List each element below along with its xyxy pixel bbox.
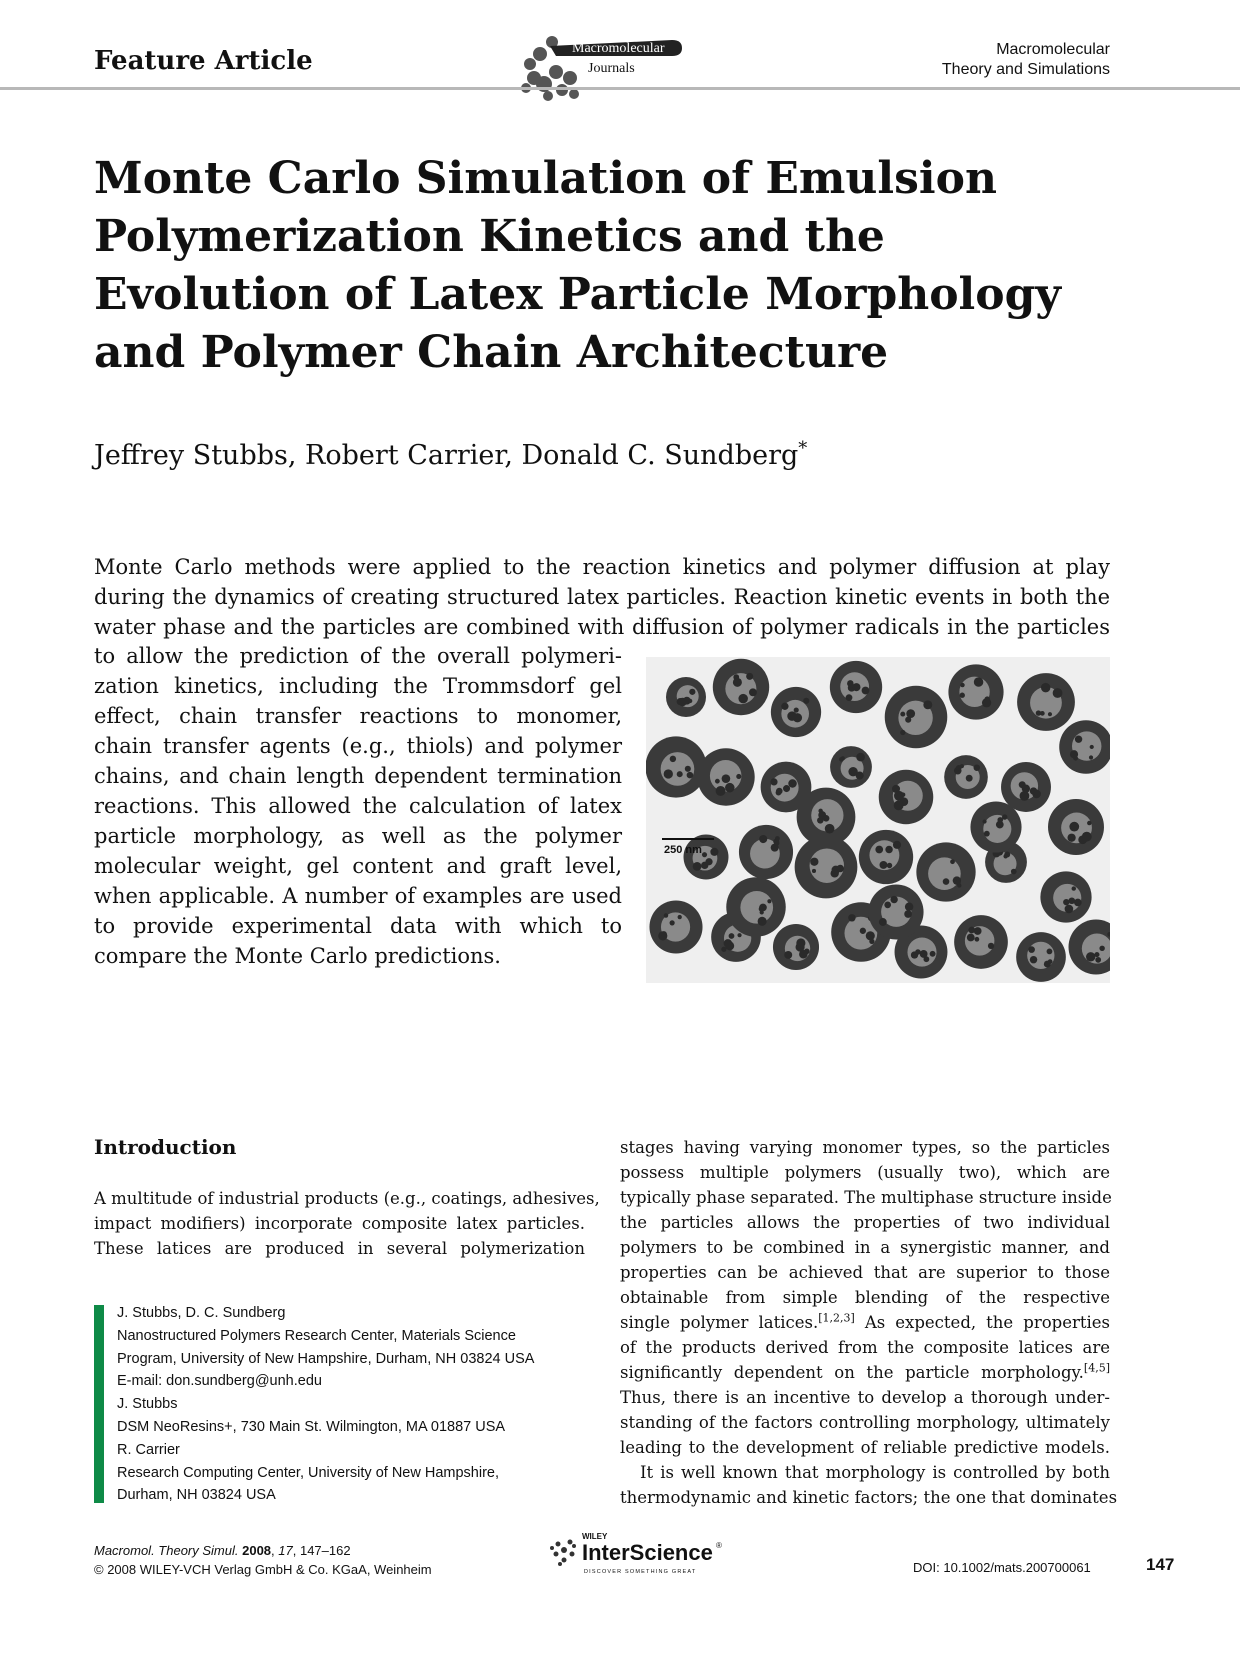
- body-text: As expected, the properties: [854, 1313, 1110, 1332]
- particle-domain: [911, 951, 918, 958]
- affiliation-line: Program, University of New Hampshire, Durham, NH 03824 USA: [117, 1350, 535, 1367]
- particle-domain: [879, 861, 887, 869]
- particle-domain: [688, 699, 692, 703]
- interscience-tagline: DISCOVER SOMETHING GREAT: [584, 1569, 697, 1575]
- particle-domain: [1028, 946, 1035, 953]
- particle-domain: [1069, 822, 1079, 832]
- particle-domain: [923, 700, 932, 709]
- particle-domain: [781, 703, 788, 710]
- particle-domain: [1065, 905, 1074, 914]
- particle-domain: [904, 910, 912, 918]
- particle-domain: [1047, 948, 1053, 954]
- particle-domain: [890, 896, 897, 903]
- particle-domain: [884, 902, 891, 909]
- particle-domain: [1048, 712, 1052, 716]
- particle-domain: [716, 786, 726, 796]
- latex-particle-core: [928, 857, 961, 890]
- particle-domain: [677, 771, 683, 777]
- particle-domain: [967, 934, 975, 942]
- particle-domain: [848, 767, 857, 776]
- body-line: polymers to be combined in a synergistic manner, and: [620, 1238, 1110, 1257]
- journal-name: [942, 40, 1110, 80]
- particle-domain: [966, 775, 973, 782]
- particle-domain: [943, 878, 950, 885]
- particle-domain: [759, 835, 767, 843]
- corresponding-author-mark: *: [798, 438, 808, 459]
- body-line: standing of the factors controlling morphology, ultimately: [620, 1413, 1110, 1432]
- particle-domain: [984, 696, 990, 702]
- particle-domain: [710, 848, 718, 856]
- particle-domain: [885, 846, 892, 853]
- particle-domain: [982, 819, 986, 823]
- particle-domain: [960, 764, 964, 768]
- particle-domain: [725, 783, 735, 793]
- scale-bar: [662, 838, 714, 840]
- particle-domain: [1086, 952, 1095, 961]
- introduction-column-1: [94, 1186, 600, 1261]
- article-title: Monte Carlo Simulation of Emulsion Polymerization Kinetics and the Evolution of Latex Particle Morphology and Polymer Chain Architecture: [94, 153, 1061, 378]
- logo-text-line1: Macromolecular: [572, 41, 665, 56]
- particle-domain: [984, 831, 990, 837]
- citation-line: Macromol. Theory Simul. 2008, 17, 147–162: [94, 1543, 351, 1558]
- particle-domain: [687, 772, 694, 779]
- doi[interactable]: DOI: 10.1002/mats.200700061: [913, 1560, 1091, 1575]
- body-line: leading to the development of reliable predictive models.: [620, 1438, 1110, 1457]
- abstract-full-width: [94, 552, 1110, 642]
- abstract-line: Monte Carlo methods were applied to the reaction kinetics and polymer diffusion at play: [94, 555, 1110, 579]
- particle-domain: [920, 950, 928, 958]
- particle-domain: [862, 687, 870, 695]
- section-label: Feature Article: [94, 46, 313, 76]
- particle-domain: [758, 917, 767, 926]
- particle-domain: [770, 778, 777, 785]
- affiliation-bar: [94, 1305, 104, 1503]
- particle-domain: [804, 949, 810, 955]
- particle-domain: [701, 862, 708, 869]
- particle-domain: [1053, 688, 1063, 698]
- particle-domain: [866, 931, 875, 940]
- particle-domain: [689, 689, 695, 695]
- abstract-line: molecular weight, gel content and graft level,: [94, 854, 622, 878]
- particle-domain: [856, 753, 865, 762]
- particle-domain: [749, 688, 757, 696]
- particle-domain: [950, 859, 955, 864]
- particle-domain: [794, 707, 799, 712]
- logo-text-line2: Journals: [588, 61, 635, 76]
- journal-name-line1: Macromolecular: [996, 41, 1110, 58]
- particle-domain: [1003, 854, 1007, 858]
- particle-domain: [1099, 946, 1104, 951]
- body-line: possess multiple polymers (usually two), which are: [620, 1163, 1110, 1182]
- particle-domain: [775, 836, 780, 841]
- citation-pages: , 147–162: [292, 1543, 351, 1558]
- particle-domain: [796, 938, 805, 947]
- body-line: typically phase separated. The multiphase structure inside: [620, 1188, 1112, 1207]
- body-line: properties can be achieved that are superior to those: [620, 1263, 1110, 1282]
- header-rule: [0, 87, 1240, 90]
- particle-domain: [670, 756, 676, 762]
- particle-domain: [715, 779, 720, 784]
- particle-domain: [736, 774, 741, 779]
- affiliation-email[interactable]: E-mail: don.sundberg@unh.edu: [117, 1373, 322, 1390]
- abstract-line: chains, and chain length dependent termination: [94, 764, 622, 788]
- particle-domain: [900, 730, 905, 735]
- particle-domain: [875, 846, 883, 854]
- author-names: Jeffrey Stubbs, Robert Carrier, Donald C. Sundberg: [94, 440, 799, 471]
- introduction-heading: Introduction: [94, 1135, 237, 1159]
- copyright: © 2008 WILEY-VCH Verlag GmbH & Co. KGaA, Weinheim: [94, 1562, 432, 1577]
- particle-domain: [685, 766, 691, 772]
- tem-micrograph-image: [646, 657, 1110, 983]
- particle-domain: [788, 779, 797, 788]
- particle-domain: [1073, 756, 1078, 761]
- particle-domain: [670, 920, 675, 925]
- abstract-line: to allow the prediction of the overall polymeri-: [94, 644, 622, 668]
- particle-domain: [906, 709, 915, 718]
- affiliation-line: R. Carrier: [117, 1441, 180, 1458]
- abstract-line: when applicable. A number of examples are used: [94, 884, 622, 908]
- wiley-label: WILEY: [582, 1532, 608, 1541]
- particle-domain: [784, 951, 792, 959]
- body-line: of the products derived from the composite latices are: [620, 1338, 1110, 1357]
- particle-domain: [664, 769, 673, 778]
- particle-domain: [879, 918, 887, 926]
- particle-domain: [725, 941, 734, 950]
- particle-domain: [1075, 736, 1082, 743]
- abstract-line: particle morphology, as well as the polymer: [94, 824, 622, 848]
- abstract-line: during the dynamics of creating structured latex particles. Reaction kinetic events in both the: [94, 585, 1110, 609]
- particle-domain: [887, 863, 892, 868]
- body-line: stages having varying monomer types, so the particles: [620, 1138, 1110, 1157]
- particle-domain: [905, 902, 913, 910]
- particle-domain: [1030, 956, 1037, 963]
- abstract-line: zation kinetics, including the Trommsdorf gel: [94, 674, 622, 698]
- particle-domain: [1069, 897, 1076, 904]
- journal-name-line2: Theory and Simulations: [941, 61, 1110, 78]
- particle-domain: [1090, 745, 1094, 749]
- particle-domain: [974, 927, 982, 935]
- particle-domain: [901, 793, 905, 797]
- particle-domain: [975, 937, 980, 942]
- particle-domain: [1094, 952, 1099, 957]
- particle-domain: [1048, 959, 1053, 964]
- body-line: impact modifiers) incorporate composite latex particles.: [94, 1214, 585, 1233]
- body-line: Thus, there is an incentive to develop a thorough under-: [620, 1388, 1110, 1407]
- particle-domain: [974, 764, 980, 770]
- abstract-line: water phase and the particles are combined with diffusion of polymer radicals in the particles: [94, 615, 1110, 639]
- affiliation-line: Durham, NH 03824 USA: [117, 1487, 276, 1504]
- particle-domain: [894, 800, 904, 810]
- particle-domain: [767, 899, 771, 903]
- body-text: single polymer latices.: [620, 1313, 819, 1332]
- particle-domain: [803, 698, 809, 704]
- scale-bar-label: 250 nm: [664, 844, 702, 856]
- particle-domain: [852, 683, 860, 691]
- particle-domain: [1087, 821, 1091, 825]
- page-number: 147: [1146, 1555, 1175, 1574]
- particle-domain: [1074, 899, 1082, 907]
- body-line: the particles allows the properties of two individual: [620, 1213, 1110, 1232]
- abstract-line: reactions. This allowed the calculation of latex: [94, 794, 622, 818]
- abstract-line: chain transfer agents (e.g., thiols) and polymer: [94, 734, 622, 758]
- citation-ref[interactable]: [4,5]: [1083, 1361, 1110, 1375]
- particle-domain: [823, 815, 830, 822]
- introduction-column-2: [620, 1135, 1118, 1510]
- particle-domain: [846, 694, 853, 701]
- particle-domain: [678, 915, 682, 919]
- particle-domain: [930, 951, 936, 957]
- body-line: thermodynamic and kinetic factors; the one that dominates: [620, 1488, 1118, 1507]
- particle-domain: [661, 931, 667, 937]
- particle-domain: [787, 711, 797, 721]
- particle-domain: [1030, 787, 1037, 794]
- citation-year: 2008: [242, 1543, 272, 1558]
- particle-domain: [900, 712, 905, 717]
- particle-domain: [664, 913, 668, 917]
- citation-ref[interactable]: [1,2,3]: [818, 1311, 855, 1325]
- particle-domain: [702, 852, 707, 857]
- particle-domain: [893, 841, 901, 849]
- globe-icon: [550, 1540, 576, 1567]
- particle-domain: [1067, 834, 1075, 842]
- abstract-line: effect, chain transfer reactions to monomer,: [94, 704, 622, 728]
- wiley-interscience-logo: [544, 1528, 734, 1580]
- particle-domain: [957, 883, 961, 887]
- abstract-line: to provide experimental data with which to: [94, 914, 622, 938]
- body-line: A multitude of industrial products (e.g., coatings, adhesives,: [94, 1189, 600, 1208]
- body-line: [620, 1360, 1110, 1385]
- particle-domain: [783, 785, 790, 792]
- particle-domain: [722, 774, 731, 783]
- affiliation-line: J. Stubbs, D. C. Sundberg: [117, 1305, 286, 1321]
- particle-domain: [1095, 957, 1101, 963]
- particle-domain: [1040, 711, 1045, 716]
- particle-domain: [825, 824, 835, 834]
- body-text: significantly dependent on the particle morphology.: [620, 1363, 1084, 1382]
- particle-domain: [1089, 755, 1093, 759]
- particle-domain: [1022, 785, 1030, 793]
- author-list: [94, 438, 807, 471]
- latex-particle-core: [740, 891, 773, 924]
- affiliation-line: Research Computing Center, University of New Hampshire,: [117, 1464, 499, 1481]
- particle-domain: [776, 788, 783, 795]
- abstract-side-text: [94, 641, 622, 971]
- particle-domain: [974, 677, 984, 687]
- interscience-label: InterScience: [582, 1540, 713, 1565]
- particle-domain: [997, 817, 1003, 823]
- body-line: [620, 1310, 1110, 1335]
- particle-domain: [759, 906, 764, 911]
- particle-domain: [1063, 899, 1069, 905]
- particle-domain: [1072, 886, 1076, 890]
- registered-mark: ®: [716, 1541, 722, 1550]
- citation-journal: Macromol. Theory Simul.: [94, 1543, 239, 1558]
- particle-domain: [1041, 683, 1050, 692]
- body-line: obtainable from simple blending of the respective: [620, 1288, 1110, 1307]
- affiliations-block: [117, 1302, 534, 1507]
- particle-domain: [988, 943, 994, 949]
- particle-domain: [860, 928, 866, 934]
- citation-volume: 17: [278, 1543, 293, 1558]
- particle-domain: [733, 674, 739, 680]
- particle-domain: [812, 869, 816, 873]
- latex-particle-core: [983, 815, 1011, 843]
- macromolecular-journals-logo: [512, 22, 696, 106]
- particle-domain: [774, 841, 779, 846]
- particle-domain: [1078, 835, 1087, 844]
- abstract-line: compare the Monte Carlo predictions.: [94, 944, 501, 968]
- particle-domain: [729, 933, 735, 939]
- particle-domain: [831, 869, 839, 877]
- particle-domain: [869, 939, 874, 944]
- particle-domain: [738, 694, 747, 703]
- particle-domain: [746, 673, 753, 680]
- affiliation-line: J. Stubbs: [117, 1396, 178, 1413]
- affiliation-line: Nanostructured Polymers Research Center, Materials Science: [117, 1327, 516, 1344]
- particle-domain: [810, 858, 818, 866]
- body-line: These latices are produced in several polymerization: [94, 1239, 585, 1258]
- particle-domain: [848, 914, 855, 921]
- particle-domain: [960, 693, 965, 698]
- footer-citation: [94, 1541, 432, 1579]
- particle-domain: [841, 756, 845, 760]
- affiliation-line: DSM NeoResins+, 730 Main St. Wilmington, MA 01887 USA: [117, 1418, 506, 1435]
- particle-domain: [960, 683, 964, 687]
- particle-domain: [693, 862, 702, 871]
- particle-domain: [737, 933, 741, 937]
- particle-domain: [1011, 869, 1017, 875]
- body-line: It is well known that morphology is controlled by both: [640, 1463, 1110, 1482]
